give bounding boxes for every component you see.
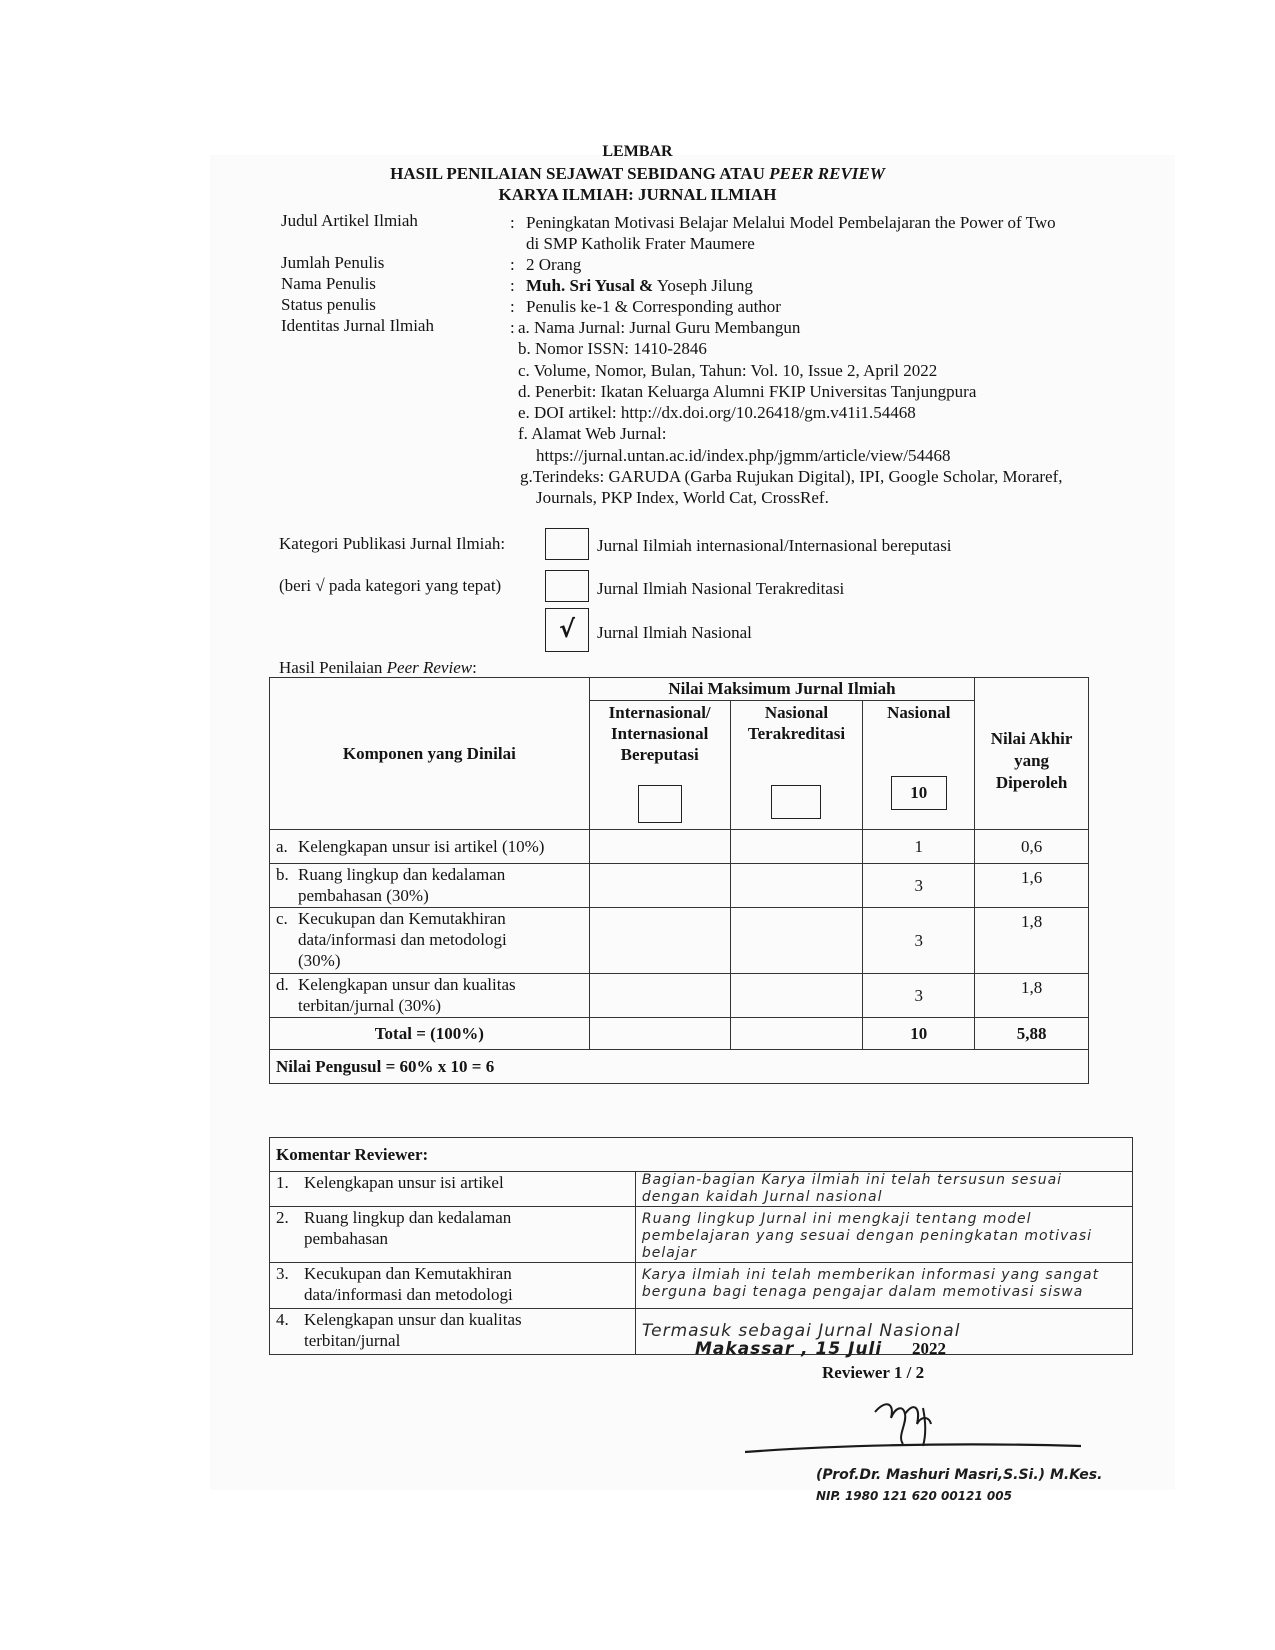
total-nasional: 10	[863, 1018, 975, 1050]
col-nasional: Nasional 10	[863, 701, 975, 830]
total-akhir: 5,88	[975, 1018, 1089, 1050]
colon: :	[510, 297, 515, 316]
kategori-checkbox-3[interactable]	[545, 608, 589, 652]
judul-value: Peningkatan Motivasi Belajar Melalui Model Pembelajaran the Power of Two	[526, 213, 1056, 232]
komentar-row-comment: Termasuk sebagai Jurnal Nasional	[635, 1309, 1132, 1355]
table-cell	[730, 864, 863, 908]
status-value: Penulis ke-1 & Corresponding author	[526, 297, 781, 316]
hasil-label: Hasil Penilaian Peer Review:	[279, 658, 477, 677]
status-label: Status penulis	[281, 295, 376, 314]
identitas-g: g.Terindeks: GARUDA (Garba Rujukan Digital), IPI, Google Scholar, Moraref,	[520, 467, 1063, 486]
table-cell-akhir: 1,6	[975, 864, 1089, 908]
scoring-table	[269, 677, 1089, 1084]
table-cell	[589, 864, 730, 908]
judul-label: Judul Artikel Ilmiah	[281, 211, 418, 230]
identitas-a: a. Nama Jurnal: Jurnal Guru Membangun	[518, 318, 801, 337]
total-label: Total = (100%)	[270, 1018, 590, 1050]
colon: :	[510, 276, 515, 295]
table-cell-nasional: 3	[863, 974, 975, 1018]
col-nilai-akhir: Nilai Akhir yang Diperoleh	[975, 678, 1089, 830]
col-nasional-terakreditasi: Nasional Terakreditasi	[730, 701, 863, 830]
komentar-row-comment: Ruang lingkup Jurnal ini mengkaji tentang model pembelajaran yang sesuai dengan peningkatan motivasi belajar	[635, 1207, 1132, 1263]
reviewer-name: (Prof.Dr. Mashuri Masri,S.Si.) M.Kes.	[816, 1467, 1103, 1483]
colon: :	[510, 318, 515, 337]
table-cell-nasional: 1	[863, 830, 975, 864]
kategori-option-1: Jurnal Iilmiah internasional/Internasional bereputasi	[597, 536, 952, 555]
identitas-g-2: Journals, PKP Index, World Cat, CrossRef.	[536, 488, 829, 507]
colon: :	[510, 255, 515, 274]
nama-value: Muh. Sri Yusal & Yoseph Jilung	[526, 276, 753, 295]
komentar-row-label: 4. Kelengkapan unsur dan kualitas terbitan/jurnal	[270, 1309, 636, 1355]
table-row-label: b. Ruang lingkup dan kedalaman pembahasan (30%)	[270, 864, 590, 908]
header-lembar: LEMBAR	[602, 143, 673, 160]
identitas-f-url: https://jurnal.untan.ac.id/index.php/jgmm/article/view/54468	[536, 446, 951, 465]
kategori-hint: (beri √ pada kategori yang tepat)	[279, 576, 502, 595]
identitas-d: d. Penerbit: Ikatan Keluarga Alumni FKIP Universitas Tanjungpura	[518, 382, 977, 401]
reviewer-label: Reviewer 1 / 2	[822, 1363, 925, 1382]
table-cell-akhir: 1,8	[975, 974, 1089, 1018]
reviewer-nip: NIP. 1980 121 620 00121 005	[816, 1489, 1012, 1503]
kategori-option-3: Jurnal Ilmiah Nasional	[597, 623, 752, 642]
table-cell-nasional: 3	[863, 908, 975, 974]
table-cell	[730, 974, 863, 1018]
col-internasional: Internasional/ Internasional Bereputasi	[589, 701, 730, 830]
signature-icon	[745, 1388, 1085, 1464]
komentar-row-comment: Bagian-bagian Karya ilmiah ini telah tersusun sesuai dengan kaidah Jurnal nasional	[635, 1172, 1132, 1207]
kategori-checkbox-2[interactable]	[545, 570, 589, 602]
table-cell	[730, 1018, 863, 1050]
nilai-pengusul: Nilai Pengusul = 60% x 10 = 6	[270, 1050, 1089, 1084]
check-mark-icon: √	[558, 615, 575, 643]
nama-label: Nama Penulis	[281, 274, 376, 293]
kategori-label: Kategori Publikasi Jurnal Ilmiah:	[279, 534, 506, 553]
identitas-label: Identitas Jurnal Ilmiah	[281, 316, 434, 335]
table-cell-nasional: 3	[863, 864, 975, 908]
jumlah-value: 2 Orang	[526, 255, 582, 274]
table-cell-akhir: 0,6	[975, 830, 1089, 864]
table-row-label: d. Kelengkapan unsur dan kualitas terbitan/jurnal (30%)	[270, 974, 590, 1018]
signature-year: 2022	[912, 1339, 946, 1358]
kategori-checkbox-1[interactable]	[545, 528, 589, 560]
colon: :	[510, 213, 515, 232]
table-cell	[730, 908, 863, 974]
identitas-f: f. Alamat Web Jurnal:	[518, 424, 667, 443]
signature-place-date: Makassar , 15 Juli	[695, 1339, 883, 1359]
header-subtitle: KARYA ILMIAH: JURNAL ILMIAH	[498, 185, 777, 204]
komentar-row-label: 2. Ruang lingkup dan kedalaman pembahasan	[270, 1207, 636, 1263]
terakreditasi-value-box	[771, 785, 821, 819]
komentar-row-label: 3. Kecukupan dan Kemutakhiran data/informasi dan metodologi	[270, 1263, 636, 1309]
table-cell	[730, 830, 863, 864]
internasional-value-box	[638, 785, 682, 823]
identitas-c: c. Volume, Nomor, Bulan, Tahun: Vol. 10, Issue 2, April 2022	[518, 361, 938, 380]
komentar-row-label: 1. Kelengkapan unsur isi artikel	[270, 1172, 636, 1207]
table-cell	[589, 908, 730, 974]
col-nilai-maks: Nilai Maksimum Jurnal Ilmiah	[589, 678, 974, 701]
identitas-e: e. DOI artikel: http://dx.doi.org/10.26418/gm.v41i1.54468	[518, 403, 916, 422]
table-cell-akhir: 1,8	[975, 908, 1089, 974]
jumlah-label: Jumlah Penulis	[281, 253, 385, 272]
table-cell	[589, 1018, 730, 1050]
header-title: HASIL PENILAIAN SEJAWAT SEBIDANG ATAU PEER REVIEW	[390, 164, 885, 183]
col-komponen: Komponen yang Dinilai	[270, 678, 590, 830]
table-cell	[589, 974, 730, 1018]
judul-value-2: di SMP Katholik Frater Maumere	[526, 234, 755, 253]
table-row-label: c. Kecukupan dan Kemutakhiran data/informasi dan metodologi (30%)	[270, 908, 590, 974]
kategori-option-2: Jurnal Ilmiah Nasional Terakreditasi	[597, 579, 845, 598]
nasional-value-box: 10	[891, 776, 947, 810]
table-cell	[589, 830, 730, 864]
table-row-label: a. Kelengkapan unsur isi artikel (10%)	[270, 830, 590, 864]
komentar-title: Komentar Reviewer:	[270, 1138, 1133, 1172]
komentar-table	[269, 1137, 1133, 1355]
identitas-b: b. Nomor ISSN: 1410-2846	[518, 339, 707, 358]
komentar-row-comment: Karya ilmiah ini telah memberikan informasi yang sangat berguna bagi tenaga pengajar dalam memotivasi siswa	[635, 1263, 1132, 1309]
